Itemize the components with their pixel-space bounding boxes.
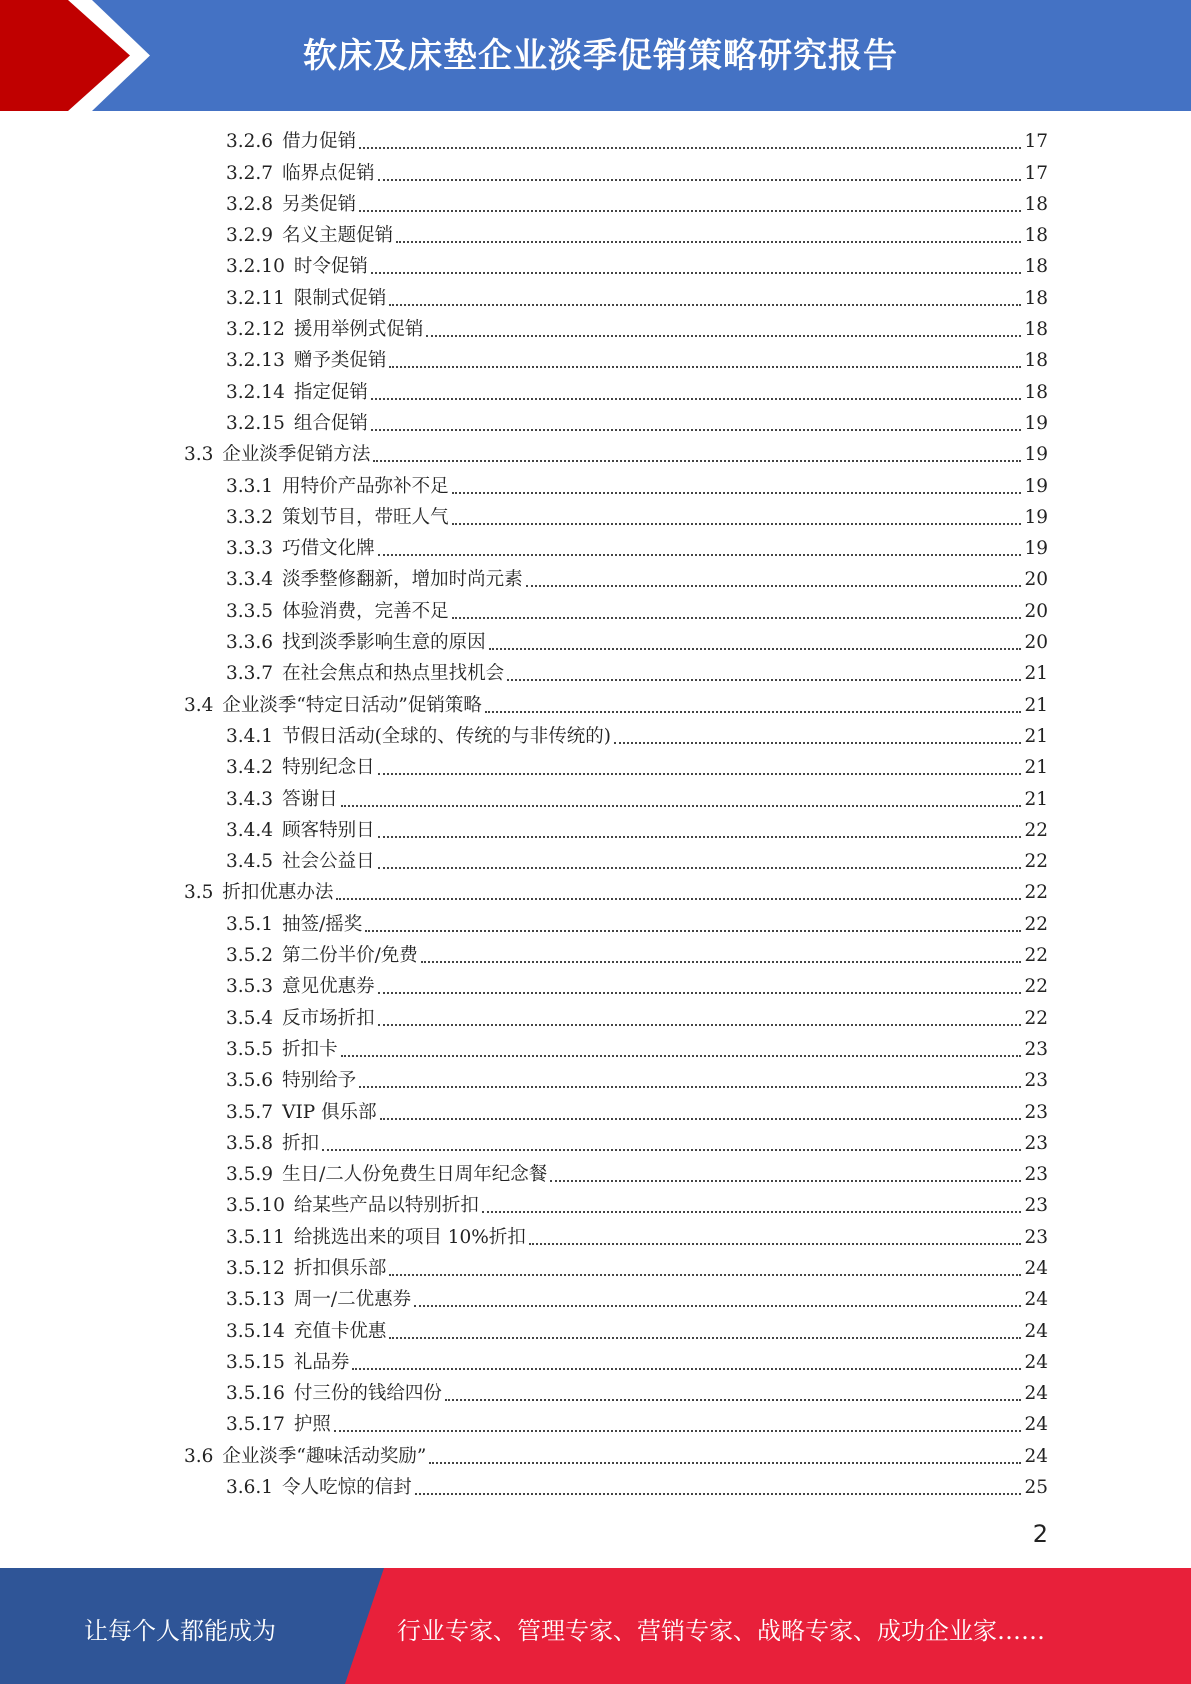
toc-entry-title: 顾客特别日 bbox=[282, 819, 375, 841]
toc-entry-title: 组合促销 bbox=[293, 412, 368, 434]
toc-leader-dots bbox=[378, 1003, 1022, 1026]
toc-entry-page: 19 bbox=[1024, 538, 1048, 560]
toc-entry-title: 体验消费，完善不足 bbox=[282, 600, 449, 622]
toc-leader-dots bbox=[371, 408, 1022, 431]
toc-entry[interactable] bbox=[226, 1096, 1048, 1127]
toc-entry-page: 24 bbox=[1024, 1351, 1048, 1373]
toc-entry-number: 3.5.3 bbox=[226, 976, 274, 998]
toc-leader-dots bbox=[421, 940, 1022, 963]
toc-entry-title: 节假日活动(全球的、传统的与非传统的) bbox=[282, 725, 612, 747]
toc-entry-title: 在社会焦点和热点里找机会 bbox=[282, 663, 505, 685]
toc-entry-number: 3.5.11 bbox=[226, 1226, 285, 1248]
toc-entry-number: 3.3 bbox=[184, 444, 214, 466]
toc-entry-number: 3.5.10 bbox=[226, 1195, 285, 1217]
report-title: 软床及床垫企业淡季促销策略研究报告 bbox=[303, 36, 898, 76]
toc-entry-page: 17 bbox=[1024, 131, 1048, 153]
toc-entry-number: 3.4 bbox=[184, 694, 214, 716]
toc-entry-number: 3.3.5 bbox=[226, 600, 274, 622]
toc-entry[interactable] bbox=[226, 1472, 1048, 1503]
toc-leader-dots bbox=[322, 1128, 1021, 1151]
toc-entry-title: 用特价产品弥补不足 bbox=[282, 475, 449, 497]
toc-entry-page: 20 bbox=[1024, 632, 1048, 654]
toc-entry-title: 折扣优惠办法 bbox=[222, 882, 334, 904]
toc-entry-number: 3.3.7 bbox=[226, 663, 274, 685]
toc-leader-dots bbox=[371, 251, 1022, 274]
toc-entry-number: 3.5.13 bbox=[226, 1289, 285, 1311]
toc-entry-page: 23 bbox=[1024, 1132, 1048, 1154]
toc-entry[interactable] bbox=[226, 1221, 1048, 1252]
toc-entry-number: 3.3.4 bbox=[226, 569, 274, 591]
toc-entry-title: 生日/二人份免费生日周年纪念餐 bbox=[282, 1164, 548, 1186]
toc-entry-number: 3.4.2 bbox=[226, 757, 274, 779]
table-of-contents bbox=[0, 126, 1191, 1503]
toc-entry-number: 3.5.6 bbox=[226, 1070, 274, 1092]
toc-leader-dots bbox=[359, 189, 1021, 212]
toc-entry-page: 18 bbox=[1024, 319, 1048, 341]
toc-entry-number: 3.5.5 bbox=[226, 1038, 274, 1060]
toc-entry-number: 3.2.10 bbox=[226, 256, 285, 278]
toc-entry-page: 19 bbox=[1024, 444, 1048, 466]
toc-entry[interactable] bbox=[226, 940, 1048, 971]
toc-leader-dots bbox=[378, 846, 1022, 869]
toc-entry-page: 20 bbox=[1024, 569, 1048, 591]
toc-entry-number: 3.6 bbox=[184, 1445, 214, 1467]
toc-entry-number: 3.3.6 bbox=[226, 632, 274, 654]
toc-entry[interactable] bbox=[226, 1159, 1048, 1190]
toc-entry[interactable] bbox=[226, 783, 1048, 814]
toc-entry[interactable] bbox=[226, 251, 1048, 282]
toc-entry[interactable] bbox=[184, 439, 1048, 470]
toc-leader-dots bbox=[378, 971, 1022, 994]
toc-entry[interactable] bbox=[226, 1315, 1048, 1346]
toc-leader-dots bbox=[429, 1441, 1021, 1464]
toc-entry-page: 23 bbox=[1024, 1226, 1048, 1248]
toc-entry-title: 赠予类促销 bbox=[293, 350, 387, 372]
toc-entry-page: 17 bbox=[1024, 162, 1048, 184]
toc-leader-dots bbox=[334, 1409, 1022, 1432]
toc-entry-page: 23 bbox=[1024, 1038, 1048, 1060]
toc-leader-dots bbox=[336, 877, 1021, 900]
toc-entry-number: 3.5.14 bbox=[226, 1320, 285, 1342]
toc-leader-dots bbox=[426, 314, 1021, 337]
toc-entry-page: 18 bbox=[1024, 225, 1048, 247]
toc-entry-number: 3.2.11 bbox=[226, 287, 285, 309]
toc-entry-title: 援用举例式促销 bbox=[293, 319, 424, 341]
toc-entry-title: 给挑选出来的项目 10%折扣 bbox=[293, 1226, 526, 1248]
toc-entry-number: 3.5.4 bbox=[226, 1007, 274, 1029]
toc-entry-number: 3.4.1 bbox=[226, 725, 274, 747]
toc-entry-number: 3.5.17 bbox=[226, 1414, 285, 1436]
toc-entry-page: 24 bbox=[1024, 1383, 1048, 1405]
toc-entry-title: 企业淡季“特定日活动”促销策略 bbox=[222, 694, 482, 716]
toc-entry[interactable] bbox=[226, 1190, 1048, 1221]
toc-entry-page: 22 bbox=[1024, 851, 1048, 873]
toc-leader-dots bbox=[365, 909, 1021, 932]
toc-entry[interactable] bbox=[226, 721, 1048, 752]
toc-entry-page: 24 bbox=[1024, 1257, 1048, 1279]
toc-entry[interactable] bbox=[226, 282, 1048, 313]
toc-entry-page: 24 bbox=[1024, 1320, 1048, 1342]
toc-entry-number: 3.2.13 bbox=[226, 350, 285, 372]
toc-entry-title: 巧借文化牌 bbox=[282, 538, 375, 560]
toc-leader-dots bbox=[378, 533, 1022, 556]
toc-entry[interactable] bbox=[226, 408, 1048, 439]
toc-entry-title: 时令促销 bbox=[293, 256, 368, 278]
page-footer bbox=[0, 1568, 1191, 1684]
toc-entry[interactable] bbox=[226, 157, 1048, 188]
toc-entry-page: 18 bbox=[1024, 350, 1048, 372]
toc-entry-title: 名义主题促销 bbox=[282, 225, 394, 247]
toc-leader-dots bbox=[389, 1253, 1021, 1276]
toc-entry-title: 周一/二优惠券 bbox=[293, 1289, 412, 1311]
toc-entry-title: 抽签/摇奖 bbox=[282, 913, 363, 935]
toc-entry-page: 22 bbox=[1024, 1007, 1048, 1029]
toc-leader-dots bbox=[378, 158, 1022, 181]
toc-entry-page: 24 bbox=[1024, 1414, 1048, 1436]
toc-entry-number: 3.2.12 bbox=[226, 319, 285, 341]
toc-entry-title: 反市场折扣 bbox=[282, 1007, 375, 1029]
toc-leader-dots bbox=[396, 220, 1021, 243]
toc-entry[interactable] bbox=[226, 1002, 1048, 1033]
toc-entry[interactable] bbox=[226, 908, 1048, 939]
toc-entry[interactable] bbox=[226, 126, 1048, 157]
toc-entry[interactable] bbox=[226, 533, 1048, 564]
toc-leader-dots bbox=[378, 752, 1022, 775]
toc-entry-page: 18 bbox=[1024, 381, 1048, 403]
toc-leader-dots bbox=[452, 596, 1022, 619]
toc-leader-dots bbox=[378, 815, 1022, 838]
toc-leader-dots bbox=[371, 377, 1022, 400]
toc-entry-page: 22 bbox=[1024, 913, 1048, 935]
toc-entry-number: 3.4.5 bbox=[226, 851, 274, 873]
toc-leader-dots bbox=[380, 1097, 1022, 1120]
toc-entry-number: 3.2.15 bbox=[226, 412, 285, 434]
toc-leader-dots bbox=[445, 1378, 1022, 1401]
toc-leader-dots bbox=[389, 283, 1021, 306]
toc-entry[interactable] bbox=[226, 971, 1048, 1002]
toc-entry-title: 充值卡优惠 bbox=[293, 1320, 387, 1342]
toc-entry-number: 3.3.2 bbox=[226, 506, 274, 528]
toc-entry[interactable] bbox=[226, 376, 1048, 407]
toc-entry-title: 淡季整修翻新，增加时尚元素 bbox=[282, 569, 523, 591]
toc-entry-page: 19 bbox=[1024, 475, 1048, 497]
toc-leader-dots bbox=[373, 439, 1021, 462]
toc-entry[interactable] bbox=[226, 1347, 1048, 1378]
toc-leader-dots bbox=[389, 345, 1021, 368]
toc-entry[interactable] bbox=[226, 314, 1048, 345]
toc-entry-title: 临界点促销 bbox=[282, 162, 375, 184]
toc-entry[interactable] bbox=[184, 1440, 1048, 1471]
toc-entry-title: 折扣 bbox=[282, 1132, 320, 1154]
toc-entry-number: 3.3.3 bbox=[226, 538, 274, 560]
toc-entry-page: 19 bbox=[1024, 412, 1048, 434]
toc-leader-dots bbox=[489, 627, 1022, 650]
toc-leader-dots bbox=[452, 471, 1022, 494]
toc-entry-title: 企业淡季“趣味活动奖励” bbox=[222, 1445, 427, 1467]
toc-entry-page: 21 bbox=[1024, 757, 1048, 779]
toc-entry-page: 24 bbox=[1024, 1445, 1048, 1467]
toc-entry-number: 3.4.3 bbox=[226, 788, 274, 810]
toc-leader-dots bbox=[352, 1347, 1021, 1370]
toc-entry[interactable] bbox=[184, 689, 1048, 720]
toc-entry[interactable] bbox=[226, 345, 1048, 376]
toc-entry-number: 3.5.2 bbox=[226, 945, 274, 967]
toc-leader-dots bbox=[359, 1065, 1021, 1088]
toc-entry[interactable] bbox=[226, 1284, 1048, 1315]
toc-entry-number: 3.5.1 bbox=[226, 913, 274, 935]
toc-entry-title: 特别纪念日 bbox=[282, 757, 375, 779]
page-number: 2 bbox=[1032, 1520, 1048, 1548]
toc-leader-dots bbox=[359, 126, 1021, 149]
toc-entry-title: 护照 bbox=[293, 1414, 331, 1436]
toc-entry-number: 3.4.4 bbox=[226, 819, 274, 841]
toc-entry-page: 20 bbox=[1024, 600, 1048, 622]
toc-entry-page: 21 bbox=[1024, 663, 1048, 685]
toc-entry-number: 3.5 bbox=[184, 882, 214, 904]
toc-entry-number: 3.5.7 bbox=[226, 1101, 274, 1123]
toc-entry-page: 23 bbox=[1024, 1070, 1048, 1092]
toc-entry-title: 折扣卡 bbox=[282, 1038, 338, 1060]
toc-entry[interactable] bbox=[226, 846, 1048, 877]
toc-entry-title: VIP 俱乐部 bbox=[282, 1101, 377, 1123]
toc-leader-dots bbox=[550, 1159, 1021, 1182]
toc-entry-title: 策划节目，带旺人气 bbox=[282, 506, 449, 528]
page-header bbox=[0, 0, 1191, 111]
toc-entry-number: 3.5.16 bbox=[226, 1383, 285, 1405]
toc-leader-dots bbox=[529, 1222, 1022, 1245]
toc-entry-title: 第二份半价/免费 bbox=[282, 945, 418, 967]
toc-entry-title: 答谢日 bbox=[282, 788, 338, 810]
toc-entry-number: 3.5.12 bbox=[226, 1257, 285, 1279]
toc-entry-number: 3.2.14 bbox=[226, 381, 285, 403]
toc-leader-dots bbox=[507, 658, 1021, 681]
toc-entry-page: 18 bbox=[1024, 193, 1048, 215]
toc-entry-title: 令人吃惊的信封 bbox=[282, 1477, 412, 1499]
toc-entry[interactable] bbox=[226, 1065, 1048, 1096]
toc-leader-dots bbox=[614, 721, 1021, 744]
toc-leader-dots bbox=[341, 1034, 1022, 1057]
toc-entry-page: 22 bbox=[1024, 819, 1048, 841]
toc-entry-page: 19 bbox=[1024, 506, 1048, 528]
toc-entry-page: 21 bbox=[1024, 788, 1048, 810]
toc-leader-dots bbox=[389, 1316, 1021, 1339]
toc-entry[interactable] bbox=[226, 627, 1048, 658]
toc-entry-page: 23 bbox=[1024, 1195, 1048, 1217]
toc-leader-dots bbox=[482, 1190, 1022, 1213]
toc-entry-number: 3.2.8 bbox=[226, 193, 274, 215]
toc-leader-dots bbox=[414, 1284, 1021, 1307]
toc-entry[interactable] bbox=[226, 1128, 1048, 1159]
toc-leader-dots bbox=[485, 690, 1022, 713]
toc-entry-number: 3.2.9 bbox=[226, 225, 274, 247]
toc-entry-title: 付三份的钱给四份 bbox=[293, 1383, 442, 1405]
toc-entry[interactable] bbox=[184, 877, 1048, 908]
footer-slogan-right: 行业专家、管理专家、营销专家、战略专家、成功企业家…… bbox=[397, 1617, 1045, 1645]
toc-entry[interactable] bbox=[226, 815, 1048, 846]
toc-entry-page: 18 bbox=[1024, 287, 1048, 309]
toc-entry[interactable] bbox=[226, 470, 1048, 501]
toc-leader-dots bbox=[452, 502, 1022, 525]
toc-entry-number: 3.5.9 bbox=[226, 1164, 274, 1186]
toc-entry[interactable] bbox=[226, 658, 1048, 689]
toc-entry-title: 折扣俱乐部 bbox=[293, 1257, 387, 1279]
toc-entry[interactable] bbox=[226, 564, 1048, 595]
toc-entry-number: 3.6.1 bbox=[226, 1477, 274, 1499]
toc-entry-title: 特别给予 bbox=[282, 1070, 357, 1092]
toc-entry-title: 另类促销 bbox=[282, 193, 357, 215]
toc-entry[interactable] bbox=[226, 1409, 1048, 1440]
toc-entry[interactable] bbox=[226, 1378, 1048, 1409]
toc-entry-title: 社会公益日 bbox=[282, 851, 375, 873]
toc-leader-dots bbox=[415, 1472, 1022, 1495]
toc-entry-page: 18 bbox=[1024, 256, 1048, 278]
toc-entry-number: 3.2.6 bbox=[226, 131, 274, 153]
toc-entry[interactable] bbox=[226, 189, 1048, 220]
toc-entry-page: 25 bbox=[1024, 1477, 1048, 1499]
toc-entry-title: 找到淡季影响生意的原因 bbox=[282, 632, 486, 654]
toc-entry[interactable] bbox=[226, 502, 1048, 533]
toc-entry-number: 3.5.8 bbox=[226, 1132, 274, 1154]
toc-entry-number: 3.2.7 bbox=[226, 162, 274, 184]
toc-entry-title: 借力促销 bbox=[282, 131, 357, 153]
toc-entry-page: 24 bbox=[1024, 1289, 1048, 1311]
toc-entry[interactable] bbox=[226, 220, 1048, 251]
toc-entry[interactable] bbox=[226, 595, 1048, 626]
toc-entry[interactable] bbox=[226, 752, 1048, 783]
toc-entry-title: 礼品券 bbox=[293, 1351, 350, 1373]
toc-entry-page: 22 bbox=[1024, 945, 1048, 967]
toc-entry-page: 23 bbox=[1024, 1101, 1048, 1123]
toc-entry[interactable] bbox=[226, 1253, 1048, 1284]
toc-entry-title: 指定促销 bbox=[293, 381, 368, 403]
toc-entry-page: 23 bbox=[1024, 1164, 1048, 1186]
toc-entry-title: 给某些产品以特别折扣 bbox=[293, 1195, 479, 1217]
toc-entry-page: 21 bbox=[1024, 725, 1048, 747]
toc-entry-page: 22 bbox=[1024, 976, 1048, 998]
toc-entry-page: 21 bbox=[1024, 694, 1048, 716]
toc-entry-title: 限制式促销 bbox=[293, 287, 387, 309]
footer-slogan-left: 让每个人都能成为 bbox=[84, 1617, 276, 1645]
toc-leader-dots bbox=[526, 564, 1022, 587]
toc-entry-number: 3.5.15 bbox=[226, 1351, 285, 1373]
toc-leader-dots bbox=[341, 784, 1022, 807]
toc-entry-title: 企业淡季促销方法 bbox=[222, 444, 371, 466]
toc-entry[interactable] bbox=[226, 1034, 1048, 1065]
toc-entry-page: 22 bbox=[1024, 882, 1048, 904]
toc-entry-number: 3.3.1 bbox=[226, 475, 274, 497]
toc-entry-title: 意见优惠券 bbox=[282, 976, 375, 998]
